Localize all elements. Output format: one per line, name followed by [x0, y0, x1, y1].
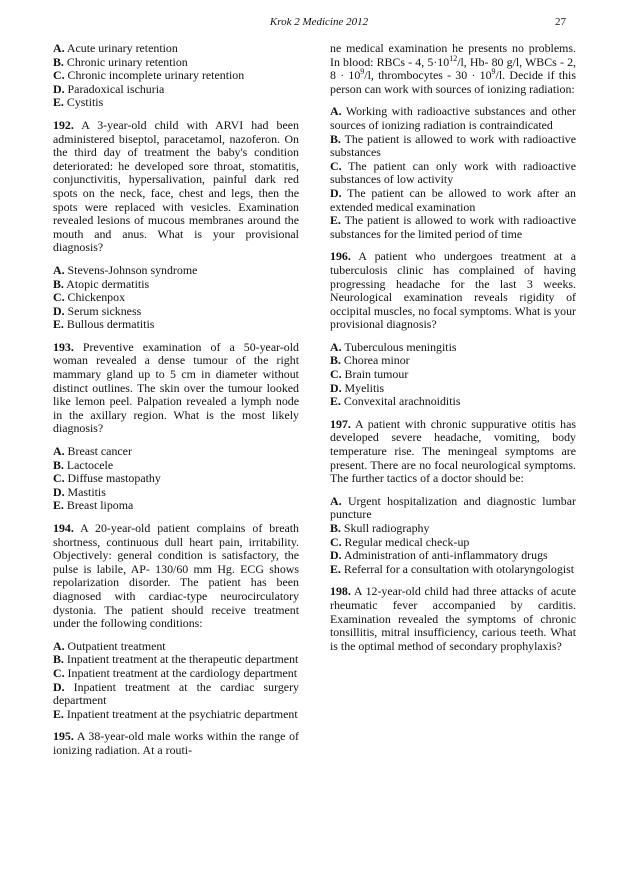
question-195: 195. A 38-year-old male works within the range of ionizing radiation. At a routi-: [53, 729, 299, 757]
option: C. Regular medical check-up: [330, 534, 470, 549]
q191-options: [53, 42, 299, 110]
option: A. Working with radioactive substances and other sources of ionizing radiation is contraindicated: [330, 104, 576, 132]
option: E. Convexital arachnoiditis: [330, 394, 461, 409]
q196-options: [330, 341, 576, 409]
option: D. Administration of anti-inflammatory drugs: [330, 548, 548, 563]
option: B. Inpatient treatment at the therapeutic department: [53, 652, 299, 667]
q195-options: [330, 105, 576, 241]
option: A. Stevens-Johnson syndrome: [53, 262, 198, 277]
left-column: [53, 42, 299, 758]
option: B. Chronic urinary retention: [53, 54, 188, 69]
question-192: 192. A 3-year-old child with ARVI had been administered biseptol, paracetamol, nazoferon. On the third day of treatment the baby's condition deteriorated: he developed sore throat, stomatitis, conjunctivitis, hypersalivation, painful dark red spots on the neck, face, chest and legs, then the spots were replaced with vesicles. Examination revealed lesions of mucous membranes around the mouth and anus. What is your provisional diagnosis?: [53, 117, 299, 255]
q194-options: [53, 640, 299, 722]
q193-options: [53, 445, 299, 513]
option: C. Inpatient treatment at the cardiology department: [53, 665, 298, 680]
header-title: Krok 2 Medicine 2012: [269, 16, 369, 28]
q192-options: [53, 264, 299, 332]
option: A. Outpatient treatment: [53, 638, 166, 653]
question-195-continued: ne medical examination he presents no problems. In blood: RBCs - 4, $5\cdot 10^{12}/l$, Hb- 80 g/l, WBCs - 2, $8 \cdot 10^9/l$, thrombocytes - $30 \cdot 10^9/l$. Decide if this person can work with sources of ionizing radiation:: [330, 41, 576, 96]
option: D. The patient can be allowed to work after an extended medical examination: [330, 185, 576, 214]
option: C. Diffuse mastopathy: [53, 471, 161, 486]
option: E. Bullous dermatitis: [53, 317, 155, 332]
question-196: 196. A patient who undergoes treatment at a tuberculosis clinic has complained of having progressing headache for the last 3 weeks. Neurological examination reveals rigidity of occipital muscles, no focal symptoms. What is your provisional diagnosis?: [330, 249, 576, 332]
page-number: 27: [555, 16, 566, 28]
option: B. Chorea minor: [330, 353, 410, 368]
option: C. Chickenpox: [53, 290, 126, 305]
question-193: 193. Preventive examination of a 50-year-old woman revealed a dense tumour of the right mammary gland up to 5 cm in diameter without distinct outlines. The skin over the tumour looked like lemon peel. Palpation revealed a lymph node in the axillary region. What is the most likely diagnosis?: [53, 339, 299, 436]
option: E. Inpatient treatment at the psychiatric department: [53, 706, 298, 721]
option: A. Urgent hospitalization and diagnostic lumbar puncture: [330, 493, 576, 522]
option: D. Mastitis: [53, 484, 106, 499]
option: C. Brain tumour: [330, 367, 409, 382]
page-header: [0, 16, 638, 32]
option: C. Chronic incomplete urinary retention: [53, 68, 245, 83]
option: A. Acute urinary retention: [53, 41, 178, 55]
option: C. The patient can only work with radioactive substances of low activity: [330, 158, 576, 187]
option: A. Breast cancer: [53, 444, 132, 459]
option: D. Serum sickness: [53, 303, 142, 318]
option: B. Skull radiography: [330, 521, 430, 535]
option: B. Lactocele: [53, 457, 114, 472]
right-column: [330, 42, 576, 653]
option: D. Paradoxical ischuria: [53, 81, 165, 96]
option: E. Referral for a consultation with otolaryngologist: [330, 561, 575, 576]
option: E. Breast lipoma: [53, 498, 134, 513]
option: E. The patient is allowed to work with radioactive substances for the limited period of time: [330, 213, 576, 241]
option: B. The patient is allowed to work with radioactive substances: [330, 131, 576, 160]
option: B. Atopic dermatitis: [53, 276, 150, 291]
option: E. Cystitis: [53, 95, 104, 110]
option: A. Tuberculous meningitis: [330, 339, 457, 354]
question-198: 198. A 12-year-old child had three attacks of acute rheumatic fever accompanied by carditis. Examination revealed the symptoms of chronic tonsillitis, mitral insufficiency, carious teeth. What is the optimal method of secondary prophylaxis?: [330, 584, 576, 653]
q197-options: [330, 495, 576, 577]
question-194: 194. A 20-year-old patient complains of breath shortness, continuous dull heart pain, irritability. Objectively: general condition is satisfactory, the pulse is labile, AP- 130/60 mm Hg. ECG shows repolarization disorder. The patient has been diagnosed with cardiac-type neurocirculatory dystonia. The patient should receive treatment under the following conditions:: [53, 521, 299, 631]
option: D. Myelitis: [330, 380, 385, 395]
question-197: 197. A patient with chronic suppurative otitis has developed severe headache, vomiting, body temperature rise. The meningeal symptoms are present. There are no focal neurological symptoms. The further tactics of a doctor should be:: [330, 416, 576, 486]
option: D. Inpatient treatment at the cardiac surgery department: [53, 679, 299, 708]
